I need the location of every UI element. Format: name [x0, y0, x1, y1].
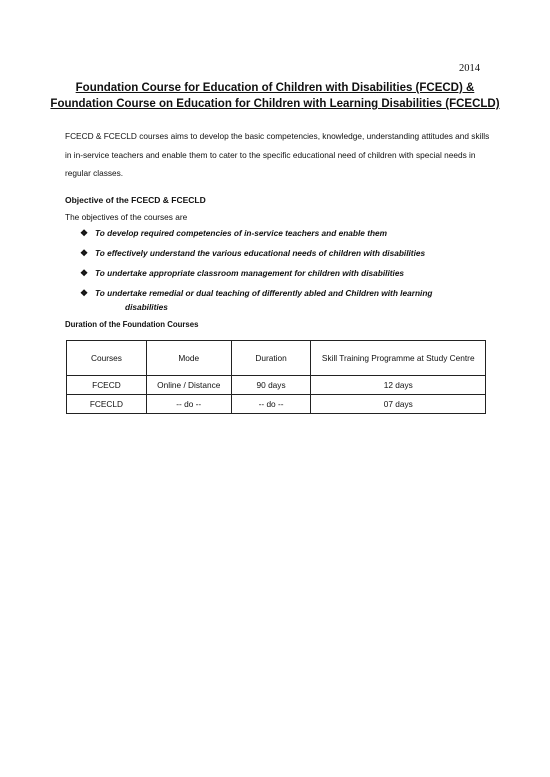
year-label: 2014	[459, 63, 480, 74]
document-title	[40, 80, 510, 112]
objective-text: To undertake appropriate classroom management for children with disabilities	[95, 268, 405, 278]
diamond-bullet-icon: ❖	[80, 268, 89, 278]
cell-duration: 90 days	[231, 376, 311, 395]
objective-item	[80, 286, 480, 314]
cell-skill-training: 12 days	[311, 376, 486, 395]
column-header-courses: Courses	[67, 341, 147, 376]
diamond-bullet-icon: ❖	[80, 228, 89, 238]
cell-mode: -- do --	[146, 395, 231, 414]
diamond-bullet-icon: ❖	[80, 248, 89, 258]
cell-skill-training: 07 days	[311, 395, 486, 414]
objective-item	[80, 226, 480, 240]
column-header-mode: Mode	[146, 341, 231, 376]
objective-text: To develop required competencies of in-service teachers and enable them	[95, 228, 388, 238]
objective-item	[80, 246, 480, 260]
objective-text: To undertake remedial or dual teaching of differently abled and Children with learning	[95, 288, 433, 298]
title-line-1: Foundation Course for Education of Children with Disabilities (FCECD) &	[75, 82, 475, 94]
cell-mode: Online / Distance	[146, 376, 231, 395]
cell-duration: -- do --	[231, 395, 311, 414]
objectives-lead: The objectives of the courses are	[65, 212, 188, 222]
objectives-heading: Objective of the FCECD & FCECLD	[65, 195, 206, 205]
column-header-skill-training: Skill Training Programme at Study Centre	[311, 341, 486, 376]
cell-course: FCECD	[67, 376, 147, 395]
table-row	[67, 376, 486, 395]
objective-text: To effectively understand the various educational needs of children with disabilities	[95, 248, 426, 258]
courses-table	[66, 340, 486, 414]
title-line-2: Foundation Course on Education for Children with Learning Disabilities (FCECLD)	[50, 98, 500, 110]
objective-item	[80, 266, 480, 280]
column-header-duration: Duration	[231, 341, 311, 376]
objectives-list	[80, 226, 480, 320]
diamond-bullet-icon: ❖	[80, 288, 89, 298]
objective-text-continued: disabilities	[125, 302, 168, 312]
table-header-row	[67, 341, 486, 376]
duration-heading: Duration of the Foundation Courses	[65, 320, 199, 329]
cell-course: FCECLD	[67, 395, 147, 414]
table-row	[67, 395, 486, 414]
intro-paragraph: FCECD & FCECLD courses aims to develop the basic competencies, knowledge, understanding attitudes and skills in in-service teachers and enable them to cater to the specific educational need of children with special needs in regular classes.	[65, 131, 490, 178]
